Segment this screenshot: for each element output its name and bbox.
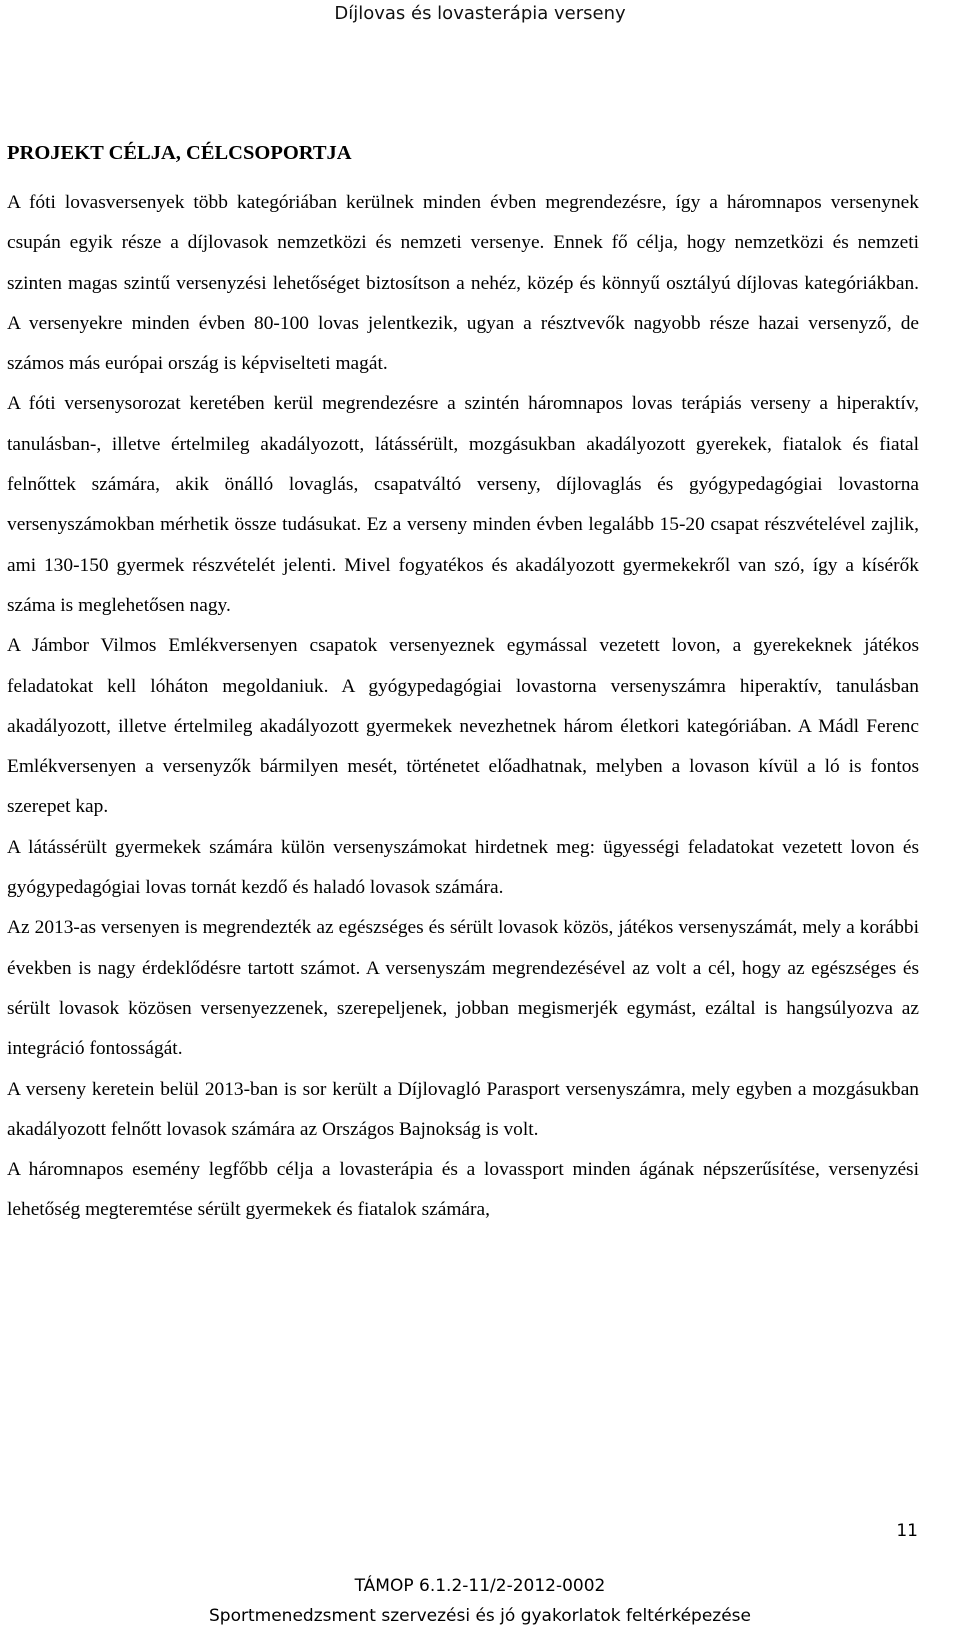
paragraph: Az 2013-as versenyen is megrendezték az egészséges és sérült lovasok közös, játékos versenyszámát, mely a korábbi években is nagy érdeklődésre tartott számot. A versenyszám megrendezésével az volt a cél, hogy az egészséges és sérült lovasok közösen versenyezzenek, szerepeljenek, jobban megismerjék egymást, ezáltal is hangsúlyozva az integráció fontosságát. bbox=[7, 917, 919, 1060]
section-heading: PROJEKT CÉLJA, CÉLCSOPORTJA bbox=[7, 142, 352, 164]
page-number: 11 bbox=[896, 1521, 918, 1541]
document-body bbox=[7, 133, 919, 1231]
paragraph: A verseny keretein belül 2013-ban is sor került a Díjlovagló Parasport versenyszámra, mely egyben a mozgásukban akadályozott felnőtt lovasok számára az Országos Bajnokság is volt. bbox=[7, 1078, 919, 1140]
footer-project-title: Sportmenedzsment szervezési és jó gyakorlatok feltérképezése bbox=[209, 1606, 751, 1626]
paragraph: A Jámbor Vilmos Emlékversenyen csapatok versenyeznek egymással vezetett lovon, a gyerekeknek játékos feladatokat kell lóháton megoldaniuk. A gyógypedagógiai lovastorna versenyszámra hiperaktív, tanulásban akadályozott, illetve értelmileg akadályozott gyermekek nevezhetnek három életkori kategóriában. A Mádl Ferenc Emlékversenyen a versenyzők bármilyen mesét, történetet előadhatnak, melyben a lovason kívül a ló is fontos szerepet kap. bbox=[7, 635, 919, 818]
footer-project-code: TÁMOP 6.1.2-11/2-2012-0002 bbox=[354, 1576, 606, 1596]
paragraph: A fóti lovasversenyek több kategóriában kerülnek minden évben megrendezésre, így a háromnapos versenynek csupán egyik része a díjlovasok nemzetközi és nemzeti versenye. Ennek fő célja, hogy nemzetközi és nemzeti szinten magas szintű versenyzési lehetőséget biztosítson a nehéz, közép és könnyű osztályú díjlovas kategóriákban. A versenyekre minden évben 80-100 lovas jelentkezik, ugyan a résztvevők nagyobb része hazai versenyző, de számos más európai ország is képviselteti magát. bbox=[7, 192, 919, 375]
paragraph: A fóti versenysorozat keretében kerül megrendezésre a szintén háromnapos lovas terápiás verseny a hiperaktív, tanulásban-, illetve értelmileg akadályozott, látássérült, mozgásukban akadályozott gyerekek, fiatalok és fiatal felnőttek számára, akik önálló lovaglás, csapatváltó verseny, díjlovaglás és gyógypedagógiai lovastorna versenyszámokban mérhetik össze tudásukat. Ez a verseny minden évben legalább 15-20 csapat részvételével zajlik, ami 130-150 gyermek részvételét jelenti. Mivel fogyatékos és akadályozott gyermekekről van szó, így a kísérők száma is meglehetősen nagy. bbox=[7, 393, 919, 616]
running-header: Díjlovas és lovasterápia verseny bbox=[334, 3, 626, 24]
paragraph: A háromnapos esemény legfőbb célja a lovasterápia és a lovassport minden ágának népszerűsítése, versenyzési lehetőség megteremtése sérült gyermekek és fiatalok számára, bbox=[7, 1159, 919, 1221]
paragraph: A látássérült gyermekek számára külön versenyszámokat hirdetnek meg: ügyességi feladatokat vezetett lovon és gyógypedagógiai lovas tornát kezdő és haladó lovasok számára. bbox=[7, 836, 919, 899]
page-footer bbox=[0, 1571, 960, 1631]
